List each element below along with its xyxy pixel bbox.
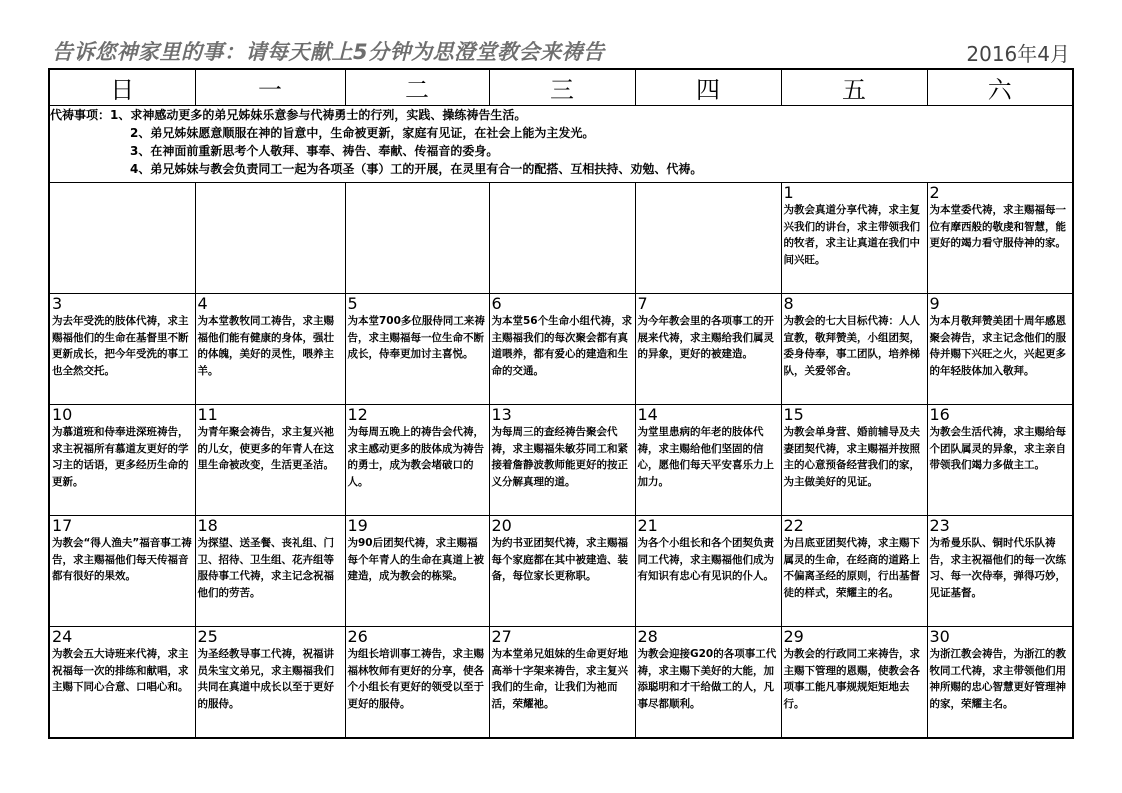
day-prayer-text: 为本堂56个生命小组代祷，求主赐福我们的每次聚会都有真道喂养，都有爱心的建造和生命的交通。 [491, 315, 633, 377]
day-cell-30 [927, 627, 1073, 739]
day-cell-28 [635, 627, 781, 739]
day-prayer-text: 为教会生活代祷，求主赐给每个团队属灵的异象，求主亲自带领我们竭力多做主工。 [929, 426, 1066, 471]
day-number: 16 [929, 405, 950, 424]
day-prayer-text: 为探望、送圣餐、丧礼组、门卫、招待、卫生组、花卉组等服侍事工代祷，求主记念祝福他们的劳苦。 [197, 537, 334, 599]
day-prayer-text: 为去年受洗的肢体代祷，求主赐福他们的生命在基督里不断更新成长，把今年受洗的事工也全然交托。 [52, 315, 189, 377]
day-cell-18 [195, 516, 345, 627]
page-title: 告诉您神家里的事：请每天献上5分钟为思澄堂教会来祷告 [52, 40, 605, 64]
day-cell-9 [927, 294, 1073, 405]
month-label: 2016年4月 [966, 42, 1070, 66]
weekday-mon: 一 [195, 69, 345, 106]
weekday-fri: 五 [781, 69, 927, 106]
day-number: 5 [347, 294, 358, 313]
day-cell-17 [49, 516, 195, 627]
day-cell-2 [927, 183, 1073, 294]
weekday-sun: 日 [49, 69, 195, 106]
day-prayer-text: 为慕道班和侍奉进深班祷告，求主祝福所有慕道友更好的学习主的话语，更多经历生命的更新。 [52, 426, 189, 488]
weekday-header-row [49, 69, 1073, 106]
day-prayer-text: 为本堂委代祷，求主赐福每一位有摩西般的敬虔和智慧，能更好的竭力看守服侍神的家。 [929, 204, 1066, 249]
day-cell-3 [49, 294, 195, 405]
day-cell-15 [781, 405, 927, 516]
day-number: 23 [929, 516, 950, 535]
week-row-2 [49, 294, 1073, 405]
day-cell-1 [781, 183, 927, 294]
day-prayer-text: 为本堂弟兄姐妹的生命更好地高举十字架来祷告，求主复兴我们的生命，让我们为祂而活，荣耀祂。 [491, 648, 628, 710]
day-prayer-text: 为教会五大诗班来代祷，求主祝福每一次的排练和献唱，求主赐下同心合意、口唱心和。 [52, 648, 189, 693]
day-cell-21 [635, 516, 781, 627]
day-number: 30 [929, 627, 950, 646]
note-line-4: 4、弟兄姊妹与教会负责同工一起为各项圣（事）工的开展，在灵里有合一的配搭、互相扶持、劝勉、代祷。 [130, 162, 703, 176]
day-number: 15 [783, 405, 804, 424]
day-number: 11 [197, 405, 218, 424]
day-prayer-text: 为90后团契代祷，求主赐福每个年青人的生命在真道上被建造，成为教会的栋梁。 [347, 537, 484, 582]
day-cell-7 [635, 294, 781, 405]
day-number: 4 [197, 294, 208, 313]
day-prayer-text: 为约书亚团契代祷，求主赐福每个家庭都在其中被建造、装备，每位家长更称职。 [491, 537, 628, 582]
day-cell-27 [489, 627, 635, 739]
weekday-thu: 四 [635, 69, 781, 106]
day-number: 18 [197, 516, 218, 535]
day-cell-20 [489, 516, 635, 627]
day-cell-23 [927, 516, 1073, 627]
day-number: 24 [52, 627, 73, 646]
week-row-3 [49, 405, 1073, 516]
day-number: 7 [637, 294, 648, 313]
day-cell-10 [49, 405, 195, 516]
day-cell-4 [195, 294, 345, 405]
day-cell-24 [49, 627, 195, 739]
day-cell-11 [195, 405, 345, 516]
day-cell-empty [49, 183, 195, 294]
day-number: 13 [491, 405, 512, 424]
note-line-1: 代祷事项：1、求神感动更多的弟兄姊妹乐意参与代祷勇士的行列，实践、操练祷告生活。 [50, 108, 527, 122]
day-cell-empty [345, 183, 489, 294]
day-number: 2 [929, 183, 940, 202]
weekday-tue: 二 [345, 69, 489, 106]
day-prayer-text: 为希曼乐队、铜时代乐队祷告，求主祝福他们的每一次练习、每一次侍奉，弹得巧妙，见证基督。 [929, 537, 1066, 599]
day-cell-13 [489, 405, 635, 516]
day-cell-14 [635, 405, 781, 516]
day-number: 8 [783, 294, 794, 313]
prayer-notes [49, 106, 1073, 183]
weekday-sat: 六 [927, 69, 1073, 106]
day-number: 12 [347, 405, 368, 424]
day-prayer-text: 为教会“得人渔夫”福音事工祷告，求主赐福他们每天传福音都有很好的果效。 [52, 537, 192, 582]
day-cell-6 [489, 294, 635, 405]
day-cell-16 [927, 405, 1073, 516]
day-number: 29 [783, 627, 804, 646]
day-cell-empty [489, 183, 635, 294]
day-cell-25 [195, 627, 345, 739]
day-prayer-text: 为教会迎接G20的各项事工代祷，求主赐下美好的大能，加添聪明和才干给做工的人，凡事尽都顺利。 [637, 648, 777, 710]
day-number: 1 [783, 183, 794, 202]
day-number: 25 [197, 627, 218, 646]
day-number: 26 [347, 627, 368, 646]
day-number: 28 [637, 627, 658, 646]
day-cell-12 [345, 405, 489, 516]
day-prayer-text: 为各个小组长和各个团契负责同工代祷，求主赐福他们成为有知识有忠心有见识的仆人。 [637, 537, 774, 582]
day-prayer-text: 为每周三的查经祷告聚会代祷，求主赐福朱敏芬同工和紧接着詹静波教师能更好的按正义分解真理的道。 [491, 426, 628, 488]
week-row-1 [49, 183, 1073, 294]
week-row-5 [49, 627, 1073, 739]
day-number: 14 [637, 405, 658, 424]
day-prayer-text: 为组长培训事工祷告，求主赐福林牧师有更好的分享，使各个小组长有更好的领受以至于更好的服侍。 [347, 648, 484, 710]
day-prayer-text: 为教会的七大目标代祷：人人宣教，敬拜赞美，小组团契，委身侍奉，事工团队，培养梯队，关爱邻舍。 [783, 315, 920, 377]
day-cell-26 [345, 627, 489, 739]
day-cell-8 [781, 294, 927, 405]
day-cell-19 [345, 516, 489, 627]
day-number: 27 [491, 627, 512, 646]
day-number: 21 [637, 516, 658, 535]
day-number: 22 [783, 516, 804, 535]
day-prayer-text: 为每周五晚上的祷告会代祷，求主感动更多的肢体成为祷告的勇士，成为教会堵破口的人。 [347, 426, 484, 488]
day-prayer-text: 为吕底亚团契代祷，求主赐下属灵的生命，在经商的道路上不偏离圣经的原则，行出基督徒的样式，荣耀主的名。 [783, 537, 920, 599]
day-prayer-text: 为教会单身营、婚前辅导及夫妻团契代祷，求主赐福并按照主的心意预备经营我们的家，为主做美好的见证。 [783, 426, 920, 488]
day-number: 9 [929, 294, 940, 313]
day-prayer-text: 为青年聚会祷告，求主复兴祂的儿女，使更多的年青人在这里生命被改变，生活更圣洁。 [197, 426, 334, 471]
day-prayer-text: 为教会真道分享代祷，求主复兴我们的讲台，求主带领我们的牧者，求主让真道在我们中间兴旺。 [783, 204, 920, 266]
note-line-2: 2、弟兄姊妹愿意顺服在神的旨意中，生命被更新，家庭有见证，在社会上能为主发光。 [130, 126, 595, 140]
calendar-table [48, 68, 1074, 739]
day-prayer-text: 为本堂教牧同工祷告，求主赐福他们能有健康的身体，强壮的体魄，美好的灵性，喂养主羊。 [197, 315, 334, 377]
day-cell-22 [781, 516, 927, 627]
day-prayer-text: 为本月敬拜赞美团十周年感恩聚会祷告，求主记念他们的服侍并赐下兴旺之火，兴起更多的年轻肢体加入敬拜。 [929, 315, 1066, 377]
week-row-4 [49, 516, 1073, 627]
day-cell-empty [635, 183, 781, 294]
day-number: 10 [52, 405, 73, 424]
day-prayer-text: 为本堂700多位服侍同工来祷告，求主赐福每一位生命不断成长，侍奉更加讨主喜悦。 [347, 315, 485, 360]
day-prayer-text: 为堂里患病的年老的肢体代祷，求主赐给他们坚固的信心，愿他们每天平安喜乐力上加力。 [637, 426, 774, 488]
day-prayer-text: 为今年教会里的各项事工的开展来代祷，求主赐给我们属灵的异象，更好的被建造。 [637, 315, 774, 360]
day-prayer-text: 为教会的行政同工来祷告，求主赐下管理的恩赐，使教会各项事工能凡事规规矩矩地去行。 [783, 648, 920, 710]
day-prayer-text: 为浙江教会祷告，为浙江的教牧同工代祷，求主带领他们用神所赐的忠心智慧更好管理神的家，荣耀主名。 [929, 648, 1066, 710]
day-number: 3 [52, 294, 63, 313]
day-cell-5 [345, 294, 489, 405]
weekday-wed: 三 [489, 69, 635, 106]
day-number: 20 [491, 516, 512, 535]
day-number: 17 [52, 516, 73, 535]
day-cell-empty [195, 183, 345, 294]
day-prayer-text: 为圣经教导事工代祷，祝福讲员朱宝文弟兄，求主赐福我们共同在真道中成长以至于更好的服侍。 [197, 648, 334, 710]
notes-row [49, 106, 1073, 183]
note-line-3: 3、在神面前重新思考个人敬拜、事奉、祷告、奉献、传福音的委身。 [130, 144, 499, 158]
day-cell-29 [781, 627, 927, 739]
day-number: 19 [347, 516, 368, 535]
day-number: 6 [491, 294, 502, 313]
